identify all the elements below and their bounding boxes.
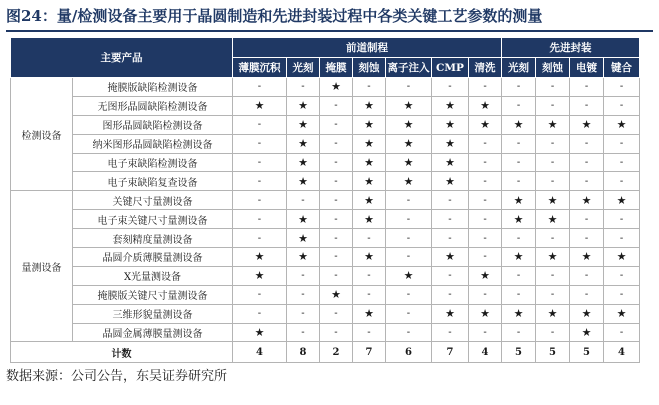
star-mark-cell: ★ bbox=[469, 96, 502, 115]
dash-cell: - bbox=[502, 266, 536, 285]
star-mark-cell: ★ bbox=[233, 96, 287, 115]
dash-cell: - bbox=[502, 96, 536, 115]
dash-cell: - bbox=[536, 323, 570, 342]
dash-cell: - bbox=[432, 229, 469, 248]
table-row bbox=[11, 78, 640, 97]
dash-cell: - bbox=[604, 266, 640, 285]
dash-cell: - bbox=[469, 285, 502, 304]
dash-cell: - bbox=[320, 134, 353, 153]
dash-cell: - bbox=[502, 78, 536, 97]
dash-cell: - bbox=[233, 134, 287, 153]
equipment-name-cell: 无图形晶圆缺陷检测设备 bbox=[73, 96, 233, 115]
star-mark-cell: ★ bbox=[353, 153, 386, 172]
dash-cell: - bbox=[386, 229, 432, 248]
data-source-note: 数据来源：公司公告，东吴证券研究所 bbox=[6, 369, 228, 384]
star-mark-cell: ★ bbox=[353, 210, 386, 229]
dash-cell: - bbox=[233, 304, 287, 323]
star-mark-cell: ★ bbox=[604, 304, 640, 323]
table-row bbox=[11, 172, 640, 191]
header-col-adv: 键合 bbox=[604, 58, 640, 78]
dash-cell: - bbox=[469, 172, 502, 191]
star-mark-cell: ★ bbox=[536, 304, 570, 323]
total-count-cell: 6 bbox=[386, 342, 432, 363]
star-mark-cell: ★ bbox=[432, 304, 469, 323]
star-mark-cell: ★ bbox=[502, 210, 536, 229]
dash-cell: - bbox=[287, 285, 320, 304]
header-col-front: 离子注入 bbox=[386, 58, 432, 78]
star-mark-cell: ★ bbox=[536, 115, 570, 134]
dash-cell: - bbox=[469, 78, 502, 97]
header-col-adv: 光刻 bbox=[502, 58, 536, 78]
star-mark-cell: ★ bbox=[287, 115, 320, 134]
table-row bbox=[11, 248, 640, 267]
star-mark-cell: ★ bbox=[386, 153, 432, 172]
total-count-cell: 8 bbox=[287, 342, 320, 363]
star-mark-cell: ★ bbox=[287, 153, 320, 172]
dash-cell: - bbox=[604, 210, 640, 229]
table-row bbox=[11, 266, 640, 285]
dash-cell: - bbox=[536, 172, 570, 191]
dash-cell: - bbox=[536, 285, 570, 304]
dash-cell: - bbox=[287, 191, 320, 210]
dash-cell: - bbox=[570, 78, 604, 97]
dash-cell: - bbox=[604, 285, 640, 304]
dash-cell: - bbox=[570, 266, 604, 285]
total-count-cell: 4 bbox=[469, 342, 502, 363]
star-mark-cell: ★ bbox=[604, 191, 640, 210]
dash-cell: - bbox=[432, 191, 469, 210]
dash-cell: - bbox=[233, 78, 287, 97]
dash-cell: - bbox=[233, 229, 287, 248]
dash-cell: - bbox=[432, 210, 469, 229]
dash-cell: - bbox=[502, 172, 536, 191]
star-mark-cell: ★ bbox=[287, 248, 320, 267]
star-mark-cell: ★ bbox=[570, 191, 604, 210]
dash-cell: - bbox=[386, 191, 432, 210]
dash-cell: - bbox=[604, 96, 640, 115]
star-mark-cell: ★ bbox=[233, 248, 287, 267]
dash-cell: - bbox=[604, 172, 640, 191]
dash-cell: - bbox=[233, 172, 287, 191]
total-row bbox=[11, 342, 640, 363]
star-mark-cell: ★ bbox=[432, 248, 469, 267]
header-col-front: 刻蚀 bbox=[353, 58, 386, 78]
header-col-front: CMP bbox=[432, 58, 469, 78]
star-mark-cell: ★ bbox=[469, 115, 502, 134]
star-mark-cell: ★ bbox=[570, 248, 604, 267]
dash-cell: - bbox=[233, 191, 287, 210]
dash-cell: - bbox=[502, 323, 536, 342]
dash-cell: - bbox=[469, 323, 502, 342]
star-mark-cell: ★ bbox=[604, 115, 640, 134]
dash-cell: - bbox=[320, 153, 353, 172]
table-row bbox=[11, 323, 640, 342]
star-mark-cell: ★ bbox=[386, 172, 432, 191]
star-mark-cell: ★ bbox=[536, 210, 570, 229]
star-mark-cell: ★ bbox=[502, 115, 536, 134]
header-row-groups bbox=[11, 38, 640, 58]
dash-cell: - bbox=[287, 323, 320, 342]
equipment-name-cell: 掩膜版关键尺寸量测设备 bbox=[73, 285, 233, 304]
star-mark-cell: ★ bbox=[287, 134, 320, 153]
dash-cell: - bbox=[320, 304, 353, 323]
dash-cell: - bbox=[536, 153, 570, 172]
dash-cell: - bbox=[320, 96, 353, 115]
header-main-product: 主要产品 bbox=[11, 38, 233, 78]
dash-cell: - bbox=[320, 210, 353, 229]
dash-cell: - bbox=[502, 153, 536, 172]
star-mark-cell: ★ bbox=[570, 304, 604, 323]
star-mark-cell: ★ bbox=[502, 248, 536, 267]
figure-title: 图24：量/检测设备主要用于晶圆制造和先进封装过程中各类关键工艺参数的测量 bbox=[6, 7, 543, 25]
category-cell: 量测设备 bbox=[11, 191, 73, 342]
dash-cell: - bbox=[432, 285, 469, 304]
star-mark-cell: ★ bbox=[353, 115, 386, 134]
process-matrix-table bbox=[10, 37, 640, 363]
total-count-cell: 5 bbox=[502, 342, 536, 363]
dash-cell: - bbox=[432, 78, 469, 97]
dash-cell: - bbox=[320, 172, 353, 191]
dash-cell: - bbox=[536, 78, 570, 97]
star-mark-cell: ★ bbox=[287, 96, 320, 115]
total-count-cell: 4 bbox=[233, 342, 287, 363]
dash-cell: - bbox=[353, 266, 386, 285]
star-mark-cell: ★ bbox=[502, 304, 536, 323]
star-mark-cell: ★ bbox=[432, 115, 469, 134]
star-mark-cell: ★ bbox=[353, 304, 386, 323]
total-count-cell: 5 bbox=[570, 342, 604, 363]
header-col-front: 清洗 bbox=[469, 58, 502, 78]
dash-cell: - bbox=[287, 304, 320, 323]
dash-cell: - bbox=[287, 78, 320, 97]
equipment-name-cell: 掩膜版缺陷检测设备 bbox=[73, 78, 233, 97]
dash-cell: - bbox=[469, 134, 502, 153]
total-count-cell: 5 bbox=[536, 342, 570, 363]
table-row bbox=[11, 96, 640, 115]
star-mark-cell: ★ bbox=[353, 248, 386, 267]
dash-cell: - bbox=[432, 323, 469, 342]
star-mark-cell: ★ bbox=[536, 248, 570, 267]
dash-cell: - bbox=[320, 323, 353, 342]
dash-cell: - bbox=[320, 191, 353, 210]
dash-cell: - bbox=[570, 153, 604, 172]
dash-cell: - bbox=[502, 285, 536, 304]
dash-cell: - bbox=[287, 266, 320, 285]
dash-cell: - bbox=[570, 96, 604, 115]
equipment-name-cell: X光量测设备 bbox=[73, 266, 233, 285]
dash-cell: - bbox=[320, 248, 353, 267]
equipment-name-cell: 套刻精度量测设备 bbox=[73, 229, 233, 248]
dash-cell: - bbox=[604, 134, 640, 153]
equipment-name-cell: 晶圆介质薄膜量测设备 bbox=[73, 248, 233, 267]
star-mark-cell: ★ bbox=[287, 172, 320, 191]
dash-cell: - bbox=[469, 248, 502, 267]
dash-cell: - bbox=[570, 134, 604, 153]
dash-cell: - bbox=[320, 266, 353, 285]
dash-cell: - bbox=[320, 115, 353, 134]
dash-cell: - bbox=[353, 229, 386, 248]
star-mark-cell: ★ bbox=[353, 134, 386, 153]
total-count-cell: 2 bbox=[320, 342, 353, 363]
dash-cell: - bbox=[233, 285, 287, 304]
dash-cell: - bbox=[469, 191, 502, 210]
star-mark-cell: ★ bbox=[536, 191, 570, 210]
star-mark-cell: ★ bbox=[353, 96, 386, 115]
title-divider bbox=[6, 30, 653, 32]
equipment-name-cell: 关键尺寸量测设备 bbox=[73, 191, 233, 210]
star-mark-cell: ★ bbox=[386, 115, 432, 134]
star-mark-cell: ★ bbox=[386, 96, 432, 115]
table-row bbox=[11, 229, 640, 248]
dash-cell: - bbox=[233, 153, 287, 172]
dash-cell: - bbox=[536, 134, 570, 153]
dash-cell: - bbox=[432, 266, 469, 285]
header-advanced-packaging: 先进封装 bbox=[502, 38, 640, 58]
header-col-front: 光刻 bbox=[287, 58, 320, 78]
star-mark-cell: ★ bbox=[386, 134, 432, 153]
table-row bbox=[11, 191, 640, 210]
dash-cell: - bbox=[469, 210, 502, 229]
table-row bbox=[11, 134, 640, 153]
star-mark-cell: ★ bbox=[469, 304, 502, 323]
star-mark-cell: ★ bbox=[432, 172, 469, 191]
star-mark-cell: ★ bbox=[502, 191, 536, 210]
star-mark-cell: ★ bbox=[386, 266, 432, 285]
table-row bbox=[11, 115, 640, 134]
dash-cell: - bbox=[536, 229, 570, 248]
dash-cell: - bbox=[536, 96, 570, 115]
dash-cell: - bbox=[502, 134, 536, 153]
dash-cell: - bbox=[386, 210, 432, 229]
equipment-name-cell: 电子束缺陷复查设备 bbox=[73, 172, 233, 191]
dash-cell: - bbox=[570, 210, 604, 229]
star-mark-cell: ★ bbox=[353, 172, 386, 191]
star-mark-cell: ★ bbox=[469, 266, 502, 285]
star-mark-cell: ★ bbox=[287, 210, 320, 229]
star-mark-cell: ★ bbox=[432, 96, 469, 115]
header-col-front: 薄膜沉积 bbox=[233, 58, 287, 78]
dash-cell: - bbox=[469, 153, 502, 172]
header-col-adv: 刻蚀 bbox=[536, 58, 570, 78]
star-mark-cell: ★ bbox=[287, 229, 320, 248]
star-mark-cell: ★ bbox=[353, 191, 386, 210]
equipment-name-cell: 电子束缺陷检测设备 bbox=[73, 153, 233, 172]
dash-cell: - bbox=[570, 285, 604, 304]
dash-cell: - bbox=[469, 229, 502, 248]
dash-cell: - bbox=[604, 323, 640, 342]
dash-cell: - bbox=[604, 153, 640, 172]
table-row bbox=[11, 153, 640, 172]
total-label: 计数 bbox=[11, 342, 233, 363]
dash-cell: - bbox=[570, 172, 604, 191]
header-front-process: 前道制程 bbox=[233, 38, 502, 58]
dash-cell: - bbox=[386, 323, 432, 342]
dash-cell: - bbox=[386, 78, 432, 97]
header-col-front: 掩膜 bbox=[320, 58, 353, 78]
star-mark-cell: ★ bbox=[320, 78, 353, 97]
dash-cell: - bbox=[233, 115, 287, 134]
category-cell: 检测设备 bbox=[11, 78, 73, 191]
equipment-name-cell: 晶圆金属薄膜量测设备 bbox=[73, 323, 233, 342]
dash-cell: - bbox=[353, 323, 386, 342]
dash-cell: - bbox=[386, 285, 432, 304]
star-mark-cell: ★ bbox=[432, 134, 469, 153]
header-col-adv: 电镀 bbox=[570, 58, 604, 78]
dash-cell: - bbox=[604, 229, 640, 248]
dash-cell: - bbox=[502, 229, 536, 248]
equipment-name-cell: 纳米图形晶圆缺陷检测设备 bbox=[73, 134, 233, 153]
equipment-name-cell: 图形晶圆缺陷检测设备 bbox=[73, 115, 233, 134]
dash-cell: - bbox=[233, 210, 287, 229]
star-mark-cell: ★ bbox=[604, 248, 640, 267]
dash-cell: - bbox=[353, 285, 386, 304]
dash-cell: - bbox=[386, 304, 432, 323]
table-row bbox=[11, 285, 640, 304]
dash-cell: - bbox=[604, 78, 640, 97]
dash-cell: - bbox=[353, 78, 386, 97]
dash-cell: - bbox=[320, 229, 353, 248]
table-row bbox=[11, 304, 640, 323]
star-mark-cell: ★ bbox=[320, 285, 353, 304]
dash-cell: - bbox=[386, 248, 432, 267]
table-row bbox=[11, 210, 640, 229]
total-count-cell: 4 bbox=[604, 342, 640, 363]
total-count-cell: 7 bbox=[432, 342, 469, 363]
star-mark-cell: ★ bbox=[570, 323, 604, 342]
dash-cell: - bbox=[570, 229, 604, 248]
star-mark-cell: ★ bbox=[432, 153, 469, 172]
star-mark-cell: ★ bbox=[233, 266, 287, 285]
equipment-name-cell: 电子束关键尺寸量测设备 bbox=[73, 210, 233, 229]
star-mark-cell: ★ bbox=[570, 115, 604, 134]
star-mark-cell: ★ bbox=[233, 323, 287, 342]
total-count-cell: 7 bbox=[353, 342, 386, 363]
equipment-name-cell: 三维形貌量测设备 bbox=[73, 304, 233, 323]
table-body bbox=[11, 78, 640, 363]
dash-cell: - bbox=[536, 266, 570, 285]
